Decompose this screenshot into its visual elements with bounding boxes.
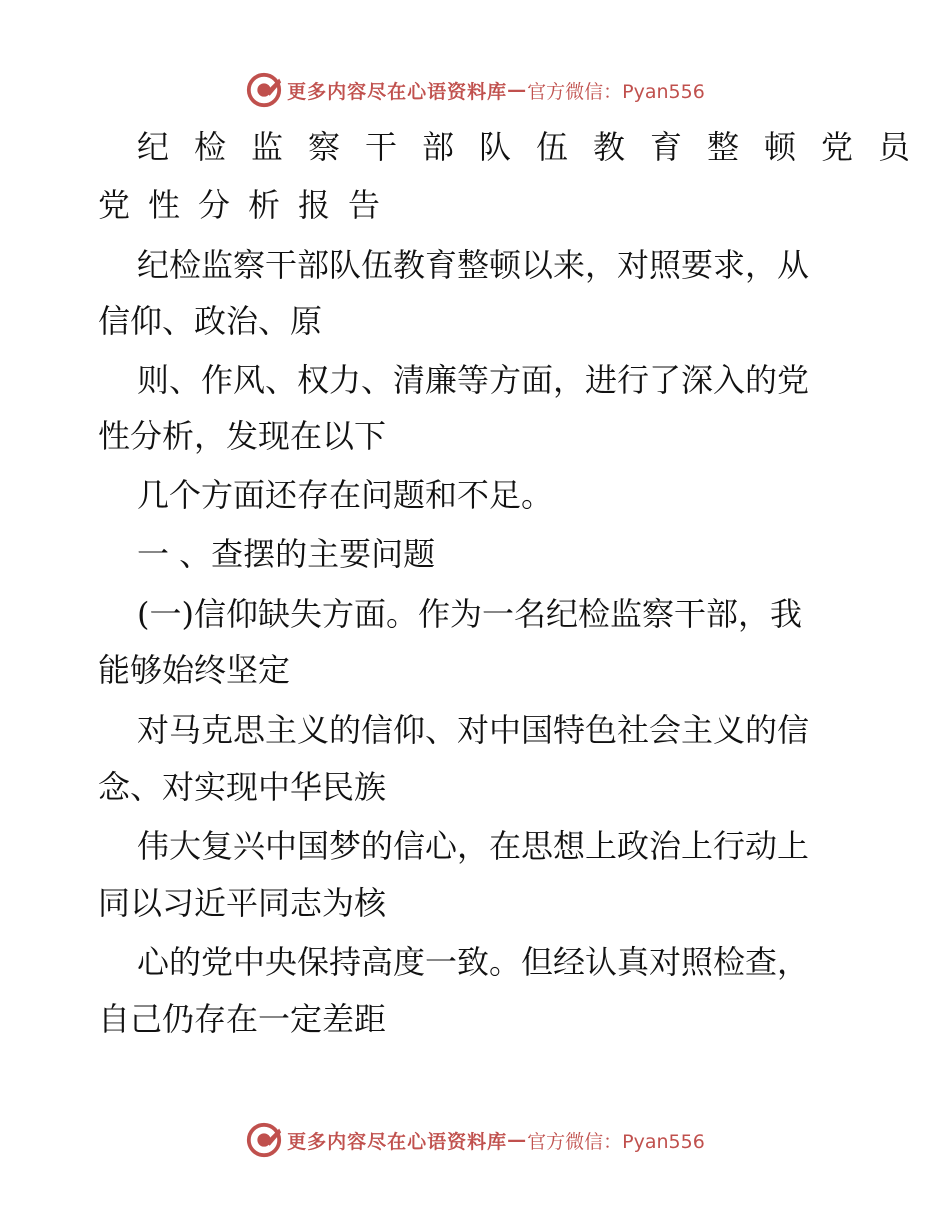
paragraph-line: 心的党中央保持高度一致。但经认真对照检查， — [137, 943, 810, 981]
paragraph-line: 自己仍存在一定差距 — [98, 1000, 387, 1038]
paragraph-line: 念、对实现中华民族 — [98, 768, 387, 806]
paragraph-line: 性分析，发现在以下 — [98, 417, 387, 455]
paragraph-line: (一)信仰缺失方面。作为一名纪检监察干部，我 — [137, 595, 802, 633]
paragraph-line: 伟大复兴中国梦的信心，在思想上政治上行动上 — [137, 827, 810, 865]
doc-title-line-1: 纪检监察干部队伍教育整顿党员 — [137, 128, 936, 166]
paragraph-line: 对马克思主义的信仰、对中国特色社会主义的信 — [137, 711, 810, 749]
banner-dash: — — [507, 79, 528, 101]
banner-main-text: 更多内容尽在心语资料库 — [287, 80, 508, 103]
paragraph-line: 纪检监察干部队伍教育整顿以来，对照要求，从 — [137, 246, 810, 284]
paragraph-line: 则、作风、权力、清廉等方面，进行了深入的党 — [137, 361, 810, 399]
doc-title-line-2: 党性分析报告 — [98, 186, 399, 224]
section-heading: 一 、查摆的主要问题 — [137, 535, 436, 573]
banner-dash: — — [507, 1129, 528, 1151]
banner-contact-text: 官方微信：Pyan556 — [527, 1130, 705, 1153]
header-banner — [0, 70, 950, 110]
banner-contact-text: 官方微信：Pyan556 — [527, 80, 705, 103]
footer-banner — [0, 1120, 950, 1160]
banner-main-text: 更多内容尽在心语资料库 — [287, 1130, 508, 1153]
logo-icon — [245, 1121, 283, 1159]
paragraph-line: 几个方面还存在问题和不足。 — [137, 476, 554, 514]
logo-icon — [245, 71, 283, 109]
paragraph-line: 同以习近平同志为核 — [98, 884, 387, 922]
paragraph-line: 信仰、政治、原 — [98, 302, 323, 340]
paragraph-line: 能够始终坚定 — [98, 651, 291, 689]
